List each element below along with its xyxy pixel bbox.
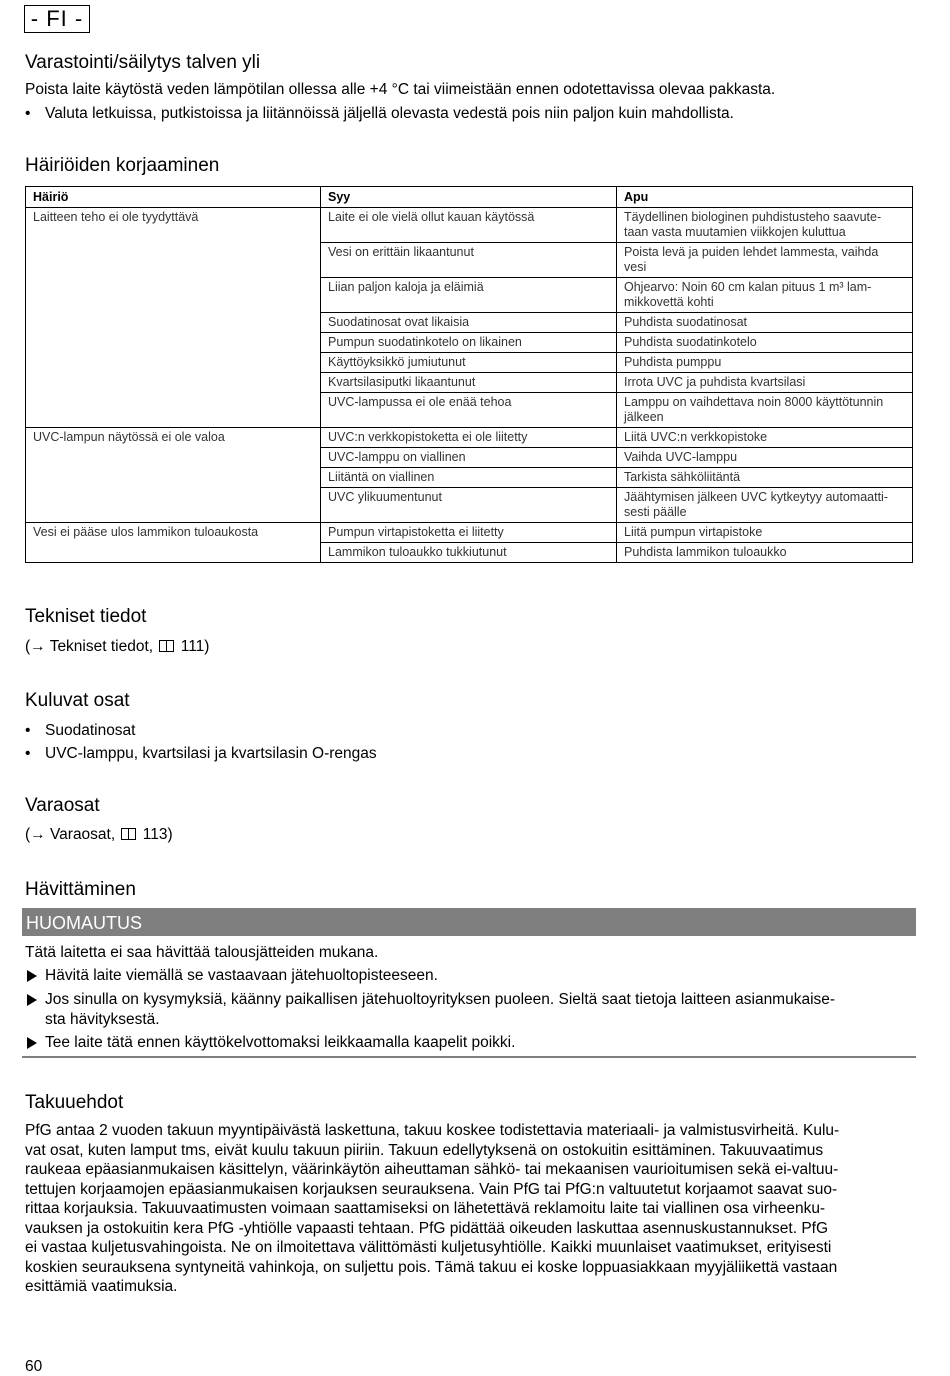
troubleshooting-table [25,186,913,563]
disposal-step-text: Tee laite tätä ennen käyttökelvottomaksi leikkaamalla kaapelit poikki. [45,1034,516,1051]
warranty-heading: Takuuehdot [25,1092,124,1113]
cause-cell: UVC:n verkkopistoketta ei ole liitetty [321,428,617,448]
remedy-cell: Puhdista pumppu [617,353,913,373]
disposal-step-text: Hävitä laite viemällä se vastaavaan jätehuoltopisteeseen. [45,967,438,984]
cause-cell: Kvartsilasiputki likaantunut [321,373,617,393]
disposal-text: Tätä laitetta ei saa hävittää talousjätteiden mukana. [25,944,379,961]
notice-divider [22,1056,916,1058]
remedy-cell: Poista levä ja puiden lehdet lammesta, vaihda vesi [617,243,913,278]
remedy-cell: Liitä pumpun virtapistoke [617,523,913,543]
remedy-cell: Irrota UVC ja puhdista kvartsilasi [617,373,913,393]
remedy-cell: Puhdista suodatinosat [617,313,913,333]
cause-cell: Vesi on erittäin likaantunut [321,243,617,278]
notice-banner: HUOMAUTUS [22,908,916,936]
cause-cell: Laite ei ole vielä ollut kauan käytössä [321,208,617,243]
remedy-cell: Puhdista lammikon tuloaukko [617,543,913,563]
tech-heading: Tekniset tiedot [25,606,147,627]
table-row [26,208,913,243]
table-header-row [26,187,913,208]
tech-ref-page: 111) [180,638,210,655]
spares-ref-text: (→ Varaosat, [25,826,116,843]
storage-bullet-text: Valuta letkuissa, putkistoissa ja liitännöissä jäljellä olevasta vedestä pois niin paljon kuin mahdollista. [45,105,734,122]
arrow-right-icon [27,1037,37,1049]
fault-cell: Vesi ei pääse ulos lammikon tuloaukosta [26,523,321,563]
arrow-right-icon [27,970,37,982]
language-label: - FI - [24,5,90,33]
arrow-right-icon [27,994,37,1006]
cause-cell: Pumpun suodatinkotelo on likainen [321,333,617,353]
tech-reference [25,637,915,657]
wear-part-text: UVC-lamppu, kvartsilasi ja kvartsilasin O-rengas [45,745,377,762]
disposal-step-text: Jos sinulla on kysymyksiä, käänny paikallisen jätehuoltoyrityksen puoleen. Sieltä saat tietoja laitteen asianmukaise- sta hävityksestä. [45,991,836,1028]
fault-cell: Laitteen teho ei ole tyydyttävä [26,208,321,428]
cause-cell: Liitäntä on viallinen [321,468,617,488]
fault-cell: UVC-lampun näytössä ei ole valoa [26,428,321,523]
remedy-cell: Ohjearvo: Noin 60 cm kalan pituus 1 m³ lam- mikkovettä kohti [617,278,913,313]
cause-cell: UVC-lampussa ei ole enää tehoa [321,393,617,428]
remedy-cell: Liitä UVC:n verkkopistoke [617,428,913,448]
remedy-cell: Jäähtymisen jälkeen UVC kytkeytyy automaatti- sesti päälle [617,488,913,523]
book-icon [159,640,174,652]
spare-parts-heading: Varaosat [25,795,100,816]
cause-cell: Suodatinosat ovat likaisia [321,313,617,333]
bullet-dot-icon: • [25,722,31,739]
wear-parts-heading: Kuluvat osat [25,690,130,711]
remedy-cell: Tarkista sähköliitäntä [617,468,913,488]
column-header-remedy: Apu [617,187,913,208]
column-header-fault: Häiriö [26,187,321,208]
spares-reference [25,825,915,845]
cause-cell: UVC ylikuumentunut [321,488,617,523]
book-icon [121,828,136,840]
cause-cell: UVC-lamppu on viallinen [321,448,617,468]
troubleshooting-heading: Häiriöiden korjaaminen [25,155,220,176]
storage-text: Poista laite käytöstä veden lämpötilan ollessa alle +4 °C tai viimeistään ennen odotettavissa olevaa pakkasta. [25,81,776,98]
warranty-text: PfG antaa 2 vuoden takuun myyntipäivästä laskettuna, takuu koskee todistettavia materiaali- ja valmistusvirheitä. Kulu- vat osat, kuten lamput tms, eivät kuulu takuun piiriin. Takuun edellytyksenä on ostokuitin esittäminen. Takuuvaatimus raukeaa epäasianmukaisen käsittelyn, väärinkäytön aiheuttaman sähkö- tai mekaanisen vaurioitumisen sekä ei-valtuu- tettujen korjaamojen epäasianmukaisen korjauksen seurauksena. Vain PfG tai PfG:n valtuutetut korjaamot saavat suo- rittaa korjauksia. Takuuvaatimusten voimaan saattamiseksi on lähetettävä reklamoitu laite tai viallinen osa virheenku- vauksen ja ostokuitin kera PfG -yhtiölle vapaasti tehtaan. PfG pidättää oikeuden laskuttaa asennuskustannukset. PfG ei vastaa kuljetusvahingoista. Ne on ilmoitettava välittömästi kuljetusyhtiölle. Kaikki muunlaiset vaatimukset, erityisesti koskien seurauksena syntyneitä vahinkoja, on suljettu pois. Tämä takuu ei koske loppuasiakkaan myyjäliikettä vastaan esittämiä vaatimuksia. [25,1122,840,1295]
cause-cell: Käyttöyksikkö jumiutunut [321,353,617,373]
remedy-cell: Täydellinen biologinen puhdistusteho saavute- taan vasta muutamien viikkojen kuluttua [617,208,913,243]
cause-cell: Liian paljon kaloja ja eläimiä [321,278,617,313]
storage-heading: Varastointi/säilytys talven yli [25,52,261,73]
remedy-cell: Puhdista suodatinkotelo [617,333,913,353]
bullet-dot-icon: • [25,105,31,122]
column-header-cause: Syy [321,187,617,208]
bullet-dot-icon: • [25,745,31,762]
tech-ref-text: (→ Tekniset tiedot, [25,638,154,655]
table-row [26,428,913,448]
remedy-cell: Lamppu on vaihdettava noin 8000 käyttötunnin jälkeen [617,393,913,428]
cause-cell: Pumpun virtapistoketta ei liitetty [321,523,617,543]
spares-ref-page: 113) [142,826,173,843]
page-number: 60 [25,1358,43,1375]
disposal-heading: Hävittäminen [25,879,136,900]
remedy-cell: Vaihda UVC-lamppu [617,448,913,468]
wear-part-text: Suodatinosat [45,722,136,739]
cause-cell: Lammikon tuloaukko tukkiutunut [321,543,617,563]
table-row [26,523,913,543]
